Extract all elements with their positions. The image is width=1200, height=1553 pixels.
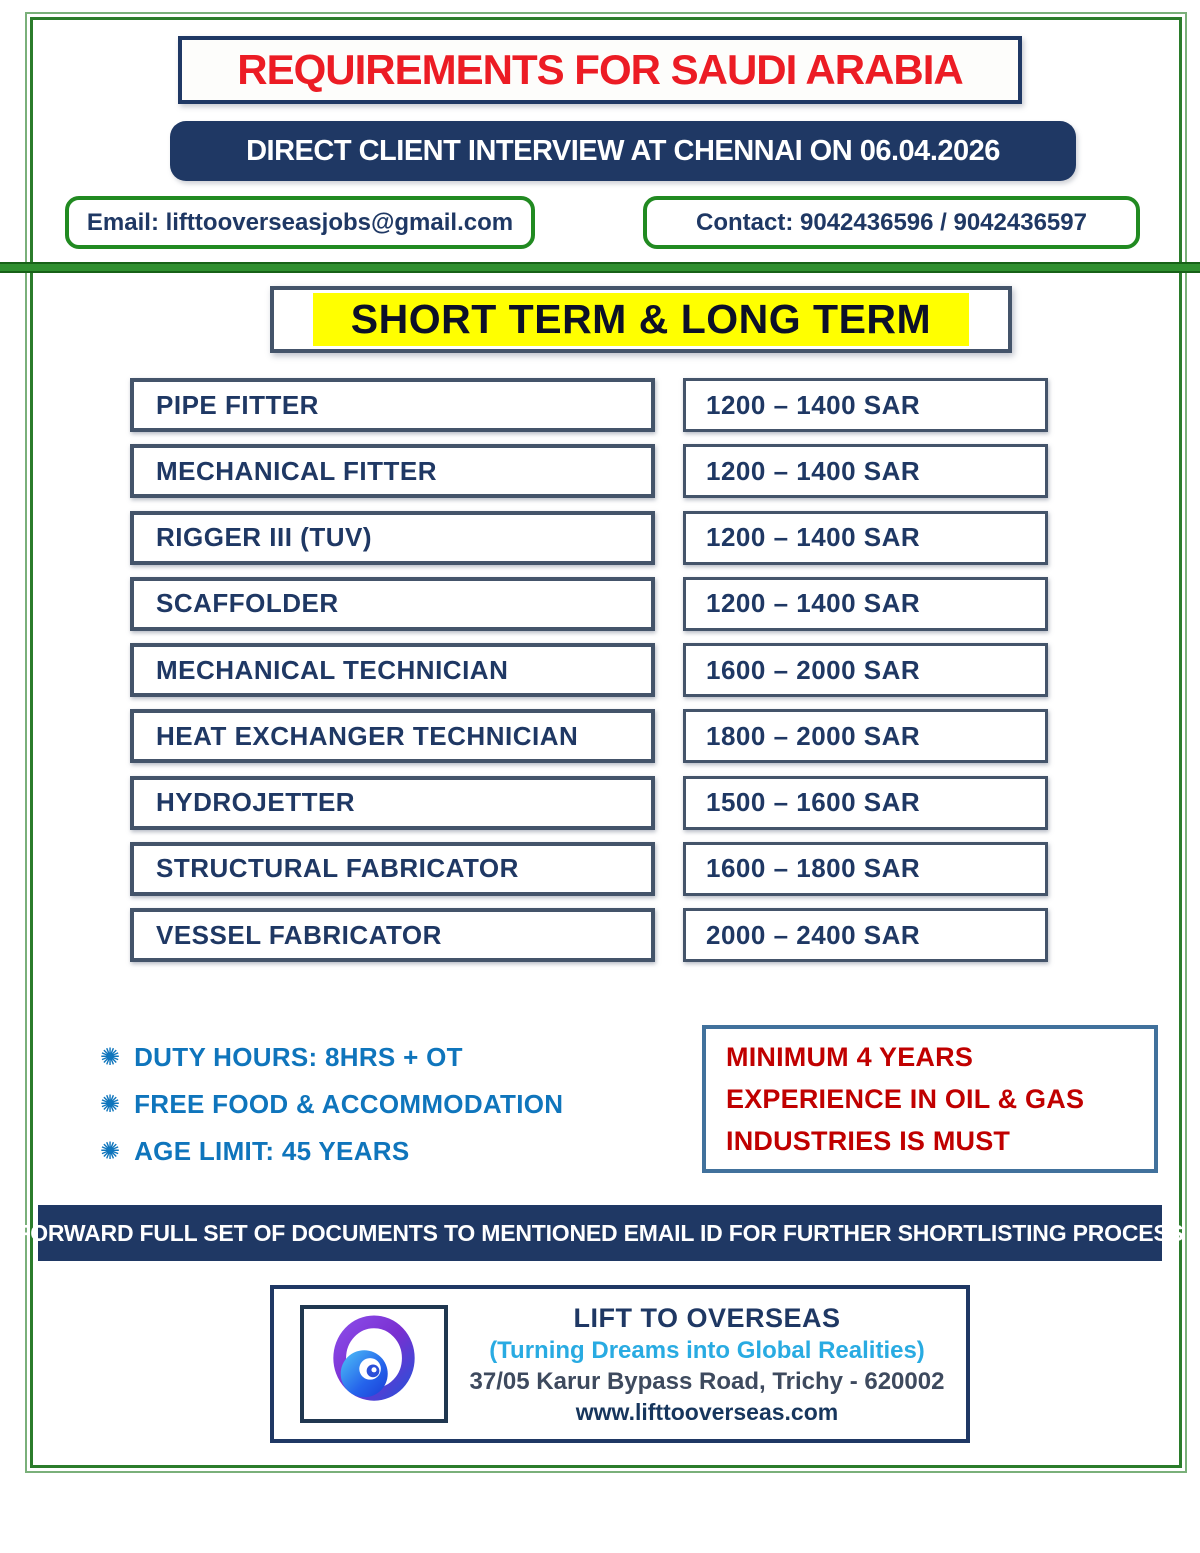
job-salary: 2000 – 2400 SAR bbox=[706, 919, 921, 950]
section-header-box bbox=[270, 286, 1012, 353]
job-row bbox=[0, 842, 1200, 896]
company-card bbox=[270, 1285, 970, 1443]
job-salary-box bbox=[683, 908, 1048, 962]
company-address: 37/05 Karur Bypass Road, Trichy - 620002 bbox=[469, 1367, 945, 1395]
job-row bbox=[0, 378, 1200, 432]
green-divider bbox=[0, 262, 1200, 273]
job-salary-box bbox=[683, 577, 1048, 631]
title-box bbox=[178, 36, 1022, 104]
interview-banner-text: DIRECT CLIENT INTERVIEW AT CHENNAI ON 06.04.2026 bbox=[246, 134, 1000, 167]
job-title-box bbox=[130, 908, 655, 962]
star-bullet-icon: ✺ bbox=[100, 1043, 121, 1071]
company-website: www.lifttooverseas.com bbox=[575, 1398, 839, 1425]
experience-note-box bbox=[702, 1025, 1158, 1173]
star-bullet-icon: ✺ bbox=[100, 1090, 121, 1118]
email-text: Email: lifttooverseasjobs@gmail.com bbox=[86, 208, 514, 236]
job-title-box bbox=[130, 643, 655, 697]
job-title: MECHANICAL FITTER bbox=[156, 455, 438, 486]
benefit-item bbox=[100, 1042, 563, 1073]
job-title-box bbox=[130, 378, 655, 432]
benefit-label: DUTY HOURS: 8HRS + OT bbox=[134, 1042, 463, 1072]
job-row bbox=[0, 776, 1200, 830]
benefits-list bbox=[100, 1042, 563, 1167]
company-name: LIFT TO OVERSEAS bbox=[573, 1302, 841, 1333]
job-title-box bbox=[130, 776, 655, 830]
job-salary-box bbox=[683, 842, 1048, 896]
job-row bbox=[0, 709, 1200, 763]
wave-ring-logo-icon bbox=[325, 1313, 423, 1416]
company-tagline: (Turning Dreams into Global Realities) bbox=[489, 1336, 925, 1364]
job-row bbox=[0, 511, 1200, 565]
jobs-list bbox=[0, 378, 1200, 962]
forward-documents-text: FORWARD FULL SET OF DOCUMENTS TO MENTIONED EMAIL ID FOR FURTHER SHORTLISTING PROCESS bbox=[16, 1219, 1184, 1246]
contact-text: Contact: 9042436596 / 9042436597 bbox=[696, 208, 1087, 236]
job-title: HYDROJETTER bbox=[156, 787, 356, 817]
company-logo-frame bbox=[300, 1305, 448, 1423]
company-info bbox=[448, 1303, 966, 1426]
job-salary: 1200 – 1400 SAR bbox=[706, 455, 921, 486]
benefit-item bbox=[100, 1136, 563, 1167]
section-header-text: SHORT TERM & LONG TERM bbox=[350, 296, 932, 342]
job-row bbox=[0, 908, 1200, 962]
job-salary-box bbox=[683, 444, 1048, 498]
job-row bbox=[0, 577, 1200, 631]
job-title: STRUCTURAL FABRICATOR bbox=[156, 853, 519, 884]
interview-banner bbox=[170, 121, 1076, 181]
benefit-item bbox=[100, 1089, 563, 1120]
job-salary-box bbox=[683, 709, 1048, 763]
job-title-box bbox=[130, 577, 655, 631]
job-salary: 1200 – 1400 SAR bbox=[706, 588, 921, 619]
job-title: SCAFFOLDER bbox=[156, 588, 339, 619]
job-salary: 1500 – 1600 SAR bbox=[706, 787, 921, 817]
email-box bbox=[65, 196, 535, 249]
job-title-box bbox=[130, 842, 655, 896]
experience-line: MINIMUM 4 YEARS bbox=[726, 1041, 974, 1072]
job-title: RIGGER III (TUV) bbox=[156, 522, 372, 552]
job-title-box bbox=[130, 511, 655, 565]
section-header-highlight bbox=[313, 293, 969, 346]
page-title: REQUIREMENTS FOR SAUDI ARABIA bbox=[237, 46, 963, 93]
forward-documents-banner bbox=[16, 1205, 1184, 1261]
job-title-box bbox=[130, 444, 655, 498]
star-bullet-icon: ✺ bbox=[100, 1137, 121, 1165]
job-salary: 1200 – 1400 SAR bbox=[706, 389, 921, 420]
job-title-box bbox=[130, 709, 655, 763]
job-salary-box bbox=[683, 511, 1048, 565]
job-title: HEAT EXCHANGER TECHNICIAN bbox=[156, 720, 579, 751]
job-salary: 1200 – 1400 SAR bbox=[706, 522, 921, 552]
job-salary-box bbox=[683, 776, 1048, 830]
job-title: VESSEL FABRICATOR bbox=[156, 919, 442, 950]
job-salary: 1600 – 2000 SAR bbox=[706, 654, 921, 685]
job-salary: 1600 – 1800 SAR bbox=[706, 853, 921, 884]
experience-line: EXPERIENCE IN OIL & GAS bbox=[726, 1083, 1085, 1114]
job-salary-box bbox=[683, 378, 1048, 432]
job-title: MECHANICAL TECHNICIAN bbox=[156, 654, 509, 685]
job-row bbox=[0, 444, 1200, 498]
benefit-label: AGE LIMIT: 45 YEARS bbox=[134, 1136, 410, 1166]
job-row bbox=[0, 643, 1200, 697]
job-salary-box bbox=[683, 643, 1048, 697]
job-title: PIPE FITTER bbox=[156, 389, 319, 420]
contact-box bbox=[643, 196, 1140, 249]
job-salary: 1800 – 2000 SAR bbox=[706, 720, 921, 751]
experience-line: INDUSTRIES IS MUST bbox=[726, 1125, 1011, 1156]
benefit-label: FREE FOOD & ACCOMMODATION bbox=[134, 1089, 564, 1119]
